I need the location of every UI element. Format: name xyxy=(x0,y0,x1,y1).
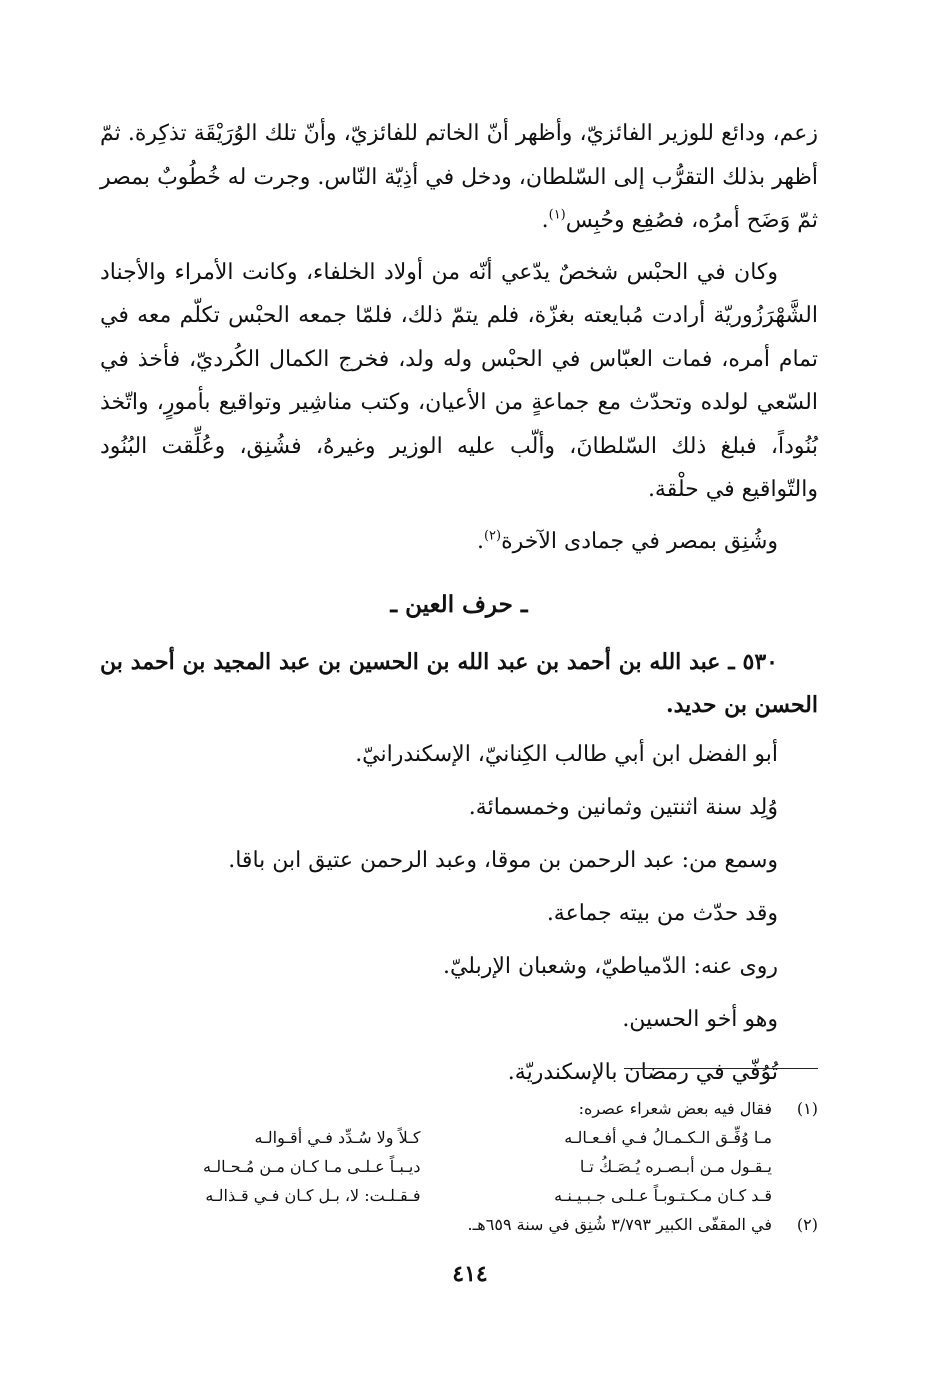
footnote-text: في المقفّى الكبير ٣/٧٩٣ شُنِق في سنة ٦٥٩هـ. xyxy=(467,1215,772,1234)
footnote-ref-1: (١) xyxy=(548,207,566,223)
verse-hemistich: ديـبـاً عـلـى مـا كـان مـن مُـحـالـه xyxy=(203,1157,421,1176)
verse-hemistich: قـد كـان مـكـتـوبـاً عـلـى جـبـيـنـه xyxy=(554,1186,772,1205)
footnote-intro: فقال فيه بعض شعراء عصره: xyxy=(578,1099,772,1118)
footnote-number: (١) xyxy=(796,1099,818,1118)
entry-line-1: أبو الفضل ابن أبي طالب الكِنانيّ، الإسكندرانيّ. xyxy=(355,741,778,767)
entry-line-4: وقد حدّث من بيته جماعة. xyxy=(546,900,778,926)
footnote-ref-2: (٢) xyxy=(483,528,502,544)
verse-line-3 xyxy=(96,1181,818,1210)
entry-line-6: وهو أخو الحسين. xyxy=(622,1006,778,1032)
verse-hemistich: كـلاً ولا سُـدِّد فـي أقـوالـه xyxy=(254,1128,421,1147)
verse-line-1 xyxy=(96,1123,818,1152)
footnotes xyxy=(96,1094,818,1239)
verse-line-2 xyxy=(96,1152,818,1181)
page-number: ٤١٤ xyxy=(452,1261,488,1287)
paragraph-1: زعم، ودائع للوزير الفائزيّ، وأظهر أنّ الخاتم للفائزيّ، وأنّ تلك الوُرَيْقَة تذكِرة. ثمّ أظهر بذلك التقرُّب إلى السّلطان، ودخل في أذِيّة النّاس. وجرت له خُطُوبٌ بمصر ثمّ وَضَح أمرُه، فصُفِع وحُبِس$^{(١)}$. xyxy=(100,121,818,233)
entry-title: ٥٣٠ ـ عبد الله بن أحمد بن عبد الله بن الحسين بن عبد المجيد بن أحمد بن الحسن بن حديد. xyxy=(100,648,818,718)
footnote-2 xyxy=(96,1210,818,1239)
paragraph-3: وشُنِق بمصر في جمادى الآخرة$^{(٢)}$. xyxy=(476,528,778,554)
verse-hemistich: مـا وُفِّـق الـكـمـالُ فـي أفـعـالـه xyxy=(564,1128,772,1147)
footnote-1 xyxy=(96,1094,818,1123)
paragraph-2: وكان في الحبْس شخصٌ يدّعي أنّه من أولاد الخلفاء، وكانت الأمراء والأجناد الشَّهْرَزُوريّة أرادت مُبايعته بغزّة، فلم يتمّ ذلك، فلمّا جمعه الحبْس تكلّم معه في تمام أمره، فمات العبّاس في الحبْس وله ولد، فخرج الكمال الكُرديّ، فأخذ في السّعي لولده وتحدّث مع جماعةٍ من الأعيان، وكتب مناشِير وتواقيع بأمورٍ، واتّخذ بُنُوداً، فبلغ ذلك السّلطانَ، وألّب عليه الوزير وغيرهُ، فشُنِق، وعُلِّقت البُنُود والتّواقيع في حلْقة. xyxy=(100,259,818,502)
entry-line-7: تُوُفّي في رمضان بالإسكندريّة. xyxy=(507,1059,778,1085)
footnote-number: (٢) xyxy=(796,1215,818,1234)
footnote-divider xyxy=(624,1068,818,1069)
entry-line-2: وُلِد سنة اثنتين وثمانين وخمسمائة. xyxy=(468,794,778,820)
section-heading: ـ حرف العين ـ xyxy=(390,591,528,618)
verse-hemistich: يـقـول مـن أبـصـره يُـصَـكُ تـا xyxy=(579,1157,772,1176)
entry-line-5: روى عنه: الدّمياطيّ، وشعبان الإربليّ. xyxy=(442,953,778,979)
entry-line-3: وسمع من: عبد الرحمن بن موقا، وعبد الرحمن عتيق ابن باقا. xyxy=(228,847,778,873)
main-text xyxy=(100,112,818,1099)
verse-hemistich: فـقـلـت: لا، بـل كـان فـي قـذالـه xyxy=(205,1186,421,1205)
